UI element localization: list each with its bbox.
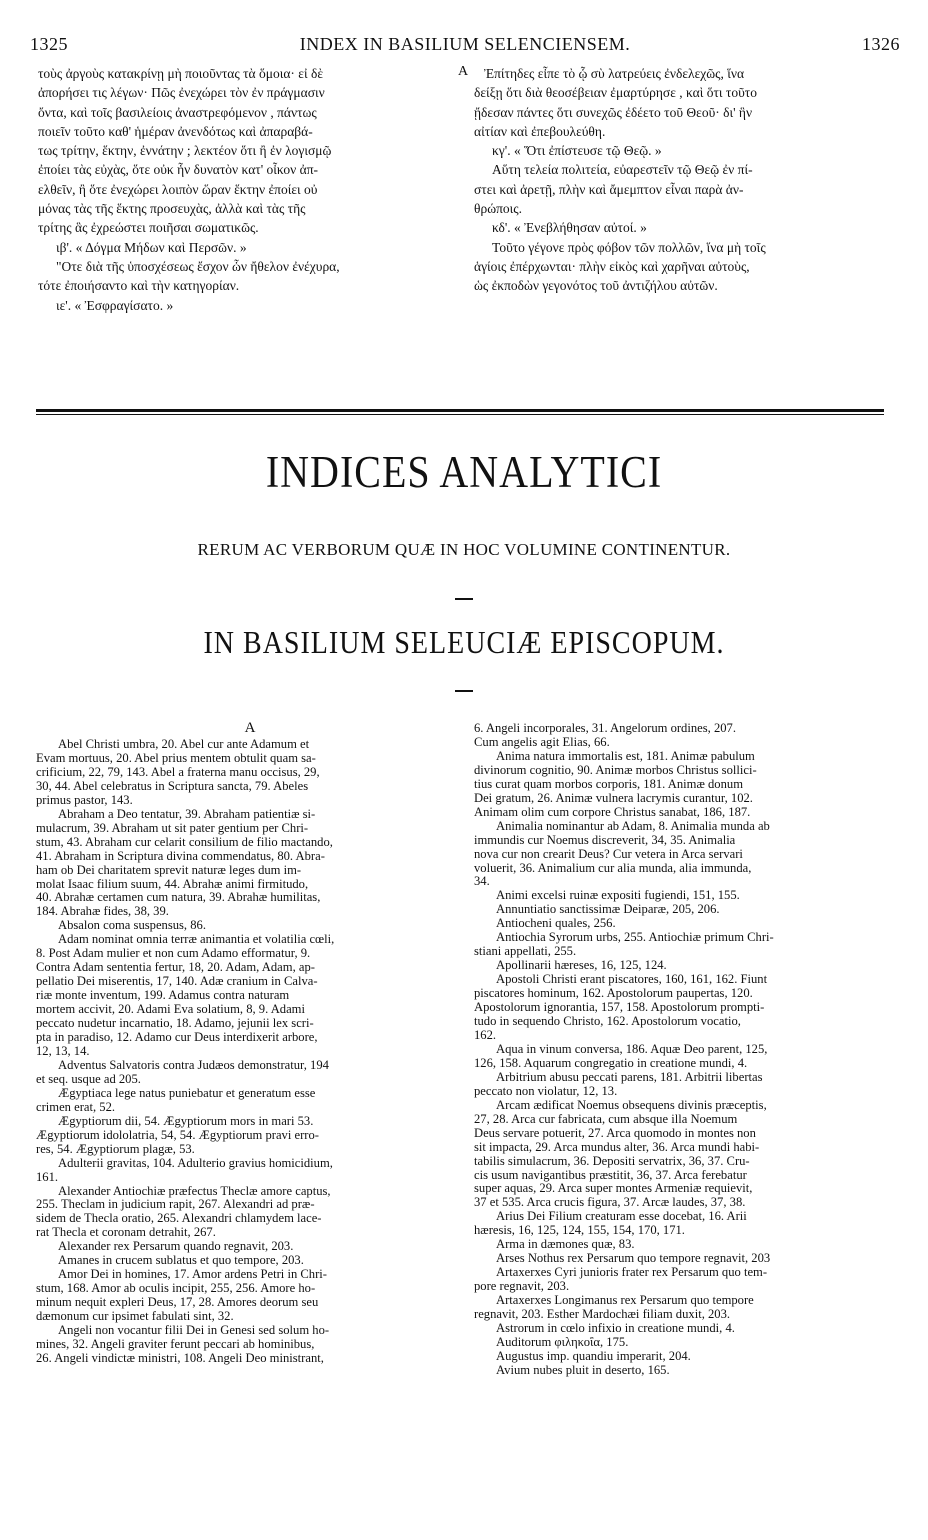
index-entry-line: Antiochia Syrorum urbs, 255. Antiochiæ primum Chri-: [496, 931, 774, 945]
greek-text-line: κδ'. « Ἐνεβλήθησαν αὐτοί. »: [492, 220, 647, 236]
page-number-left: 1325: [30, 34, 68, 54]
index-column-right: [474, 722, 892, 1378]
index-entry-line: dæmonum cur ipsimet fabulati sint, 32.: [36, 1310, 234, 1324]
index-entry-line: Auditorum φιληκοΐα, 175.: [496, 1335, 629, 1349]
greek-text-line: ὡς ἐκποδὼν γεγονότος τοῦ ἀντιζήλου αὐτῶν.: [474, 278, 718, 294]
page-number-right: 1326: [862, 34, 900, 54]
index-entry-line: minum nequit expleri Deus, 17, 28. Amores deorum seu: [36, 1296, 319, 1310]
greek-text-line: δείξῃ ὅτι διὰ θεοσέβειαν ἐμαρτύρησε , καὶ ὅτι τοῦτο: [474, 85, 757, 101]
greek-text-line: ποιεῖν τοῦτο καθ' ἡμέραν ἀνενδότως καὶ ἀπαραβά-: [38, 123, 313, 139]
index-entry-line: Amanes in crucem sublatus et quo tempore, 203.: [58, 1254, 304, 1268]
index-entry-line: Animam olim cum corpore Christus sanabat, 186, 187.: [474, 805, 751, 819]
greek-text-line: ᾔδεσαν πάντες ὅτι συνεχῶς ἐδέετο τοῦ Θεοῦ· δι' ἣν: [474, 104, 753, 120]
section-title: IN BASILIUM SELEUCIÆ EPISCOPUM.: [203, 625, 725, 662]
index-entry-line: Arius Dei Filium creaturam esse docebat, 16. Arii: [496, 1210, 747, 1224]
index-entry-line: Adam nominat omnia terræ animantia et volatilia cœli,: [58, 933, 335, 947]
index-entry-line: 41. Abraham in Scriptura divina commendatus, 80. Abra-: [36, 849, 325, 863]
index-entry-line: Animi excelsi ruinæ expositi fugiendi, 151, 155.: [496, 889, 740, 903]
index-entry-line: Aqua in vinum conversa, 186. Aquæ Deo parent, 125,: [496, 1042, 768, 1056]
index-entry-line: 255. Theclam in judicium rapit, 267. Alexandri ad præ-: [36, 1198, 315, 1212]
greek-text-line: θρώποις.: [474, 201, 523, 217]
greek-text-line: τοὺς ἀργοὺς κατακρίνῃ μὴ ποιοῦντας τὰ ὅμοια· εἰ δὲ: [38, 66, 323, 81]
greek-column-left: [38, 64, 458, 315]
greek-text-line: τρίτης ἃς ἐχρεώστει ποιῆσαι σωματικῶς.: [38, 220, 259, 236]
index-entry-line: stiani appellati, 255.: [474, 945, 577, 959]
index-entry-line: Astrorum in cœlo infixio in creatione mundi, 4.: [496, 1321, 735, 1335]
index-entry-line: divinorum cognitio, 90. Animæ morbos Christus sollici-: [474, 763, 757, 777]
index-entry-line: Alexander rex Persarum quando regnavit, 203.: [58, 1240, 294, 1254]
index-entry-line: 30, 44. Abel celebratus in Scriptura sancta, 79. Abeles: [36, 779, 309, 793]
section-divider-thin: [36, 414, 884, 415]
index-entry-line: crificium, 22, 79, 143. Abel a fraterna manu occisus, 29,: [36, 765, 320, 779]
index-entry-line: tius curat quam morbos corporis, 181. Animæ donum: [474, 777, 743, 791]
index-entry-line: tudo in sequendo Christo, 162. Apostolorum vocatio,: [474, 1015, 741, 1029]
index-entry-line: mines, 32. Angeli graviter ferunt peccari ab hominibus,: [36, 1337, 315, 1351]
index-entry-line: Avium nubes pluit in deserto, 165.: [496, 1363, 670, 1377]
index-entry-line: super aquas, 29. Arca super montes Armeniæ requievit,: [474, 1182, 753, 1196]
index-entry-line: Arma in dæmones quæ, 83.: [496, 1238, 635, 1252]
index-entry-line: 27, 28. Arca cur fabricata, cum absque illa Noemum: [474, 1112, 738, 1126]
index-entry-line: mulacrum, 39. Abraham ut sit pater gentium per Chri-: [36, 821, 309, 835]
greek-text-line: ἐποίει τὰς εὐχὰς, ὅτε οὐκ ἦν δυνατὸν κατ' οἶκον ἀπ-: [38, 162, 319, 178]
index-entry-line: primus pastor, 143.: [36, 793, 133, 807]
index-entry-line: rat Thecla et coronam detrahit, 267.: [36, 1226, 216, 1240]
index-entry-line: Amor Dei in homines, 17. Amor ardens Petri in Chri-: [58, 1268, 327, 1282]
index-entry-line: riæ monte inventum, 199. Adamus contra naturam: [36, 989, 290, 1003]
running-title: INDEX IN BASILIUM SELENCIENSEM.: [299, 34, 631, 54]
index-entry-line: Arses Nothus rex Persarum quo tempore regnavit, 203: [496, 1252, 771, 1266]
index-entry-line: Apostoli Christi erant piscatores, 160, 161, 162. Fiunt: [496, 973, 768, 987]
greek-text-line: ἀπορήσει τις λέγων· Πῶς ἐνεχώρει τὸν ἐν πράγμασιν: [38, 85, 325, 101]
index-entry-line: Absalon coma suspensus, 86.: [58, 919, 206, 933]
greek-text-line: αἰτίαν καὶ ἐπεβουλεύθη.: [474, 123, 606, 139]
index-entry-line: 162.: [474, 1028, 497, 1042]
index-entry-line: 37 et 535. Arca crucis figura, 37. Arcæ laudes, 37, 38.: [474, 1196, 746, 1210]
index-entry-line: Deus servare potuerit, 27. Arca quomodo in montes non: [474, 1126, 756, 1140]
greek-text-line: στει καὶ ἀρετῇ, πλὴν καὶ ἄμεμπτον εἶναι παρὰ ἀν-: [474, 181, 744, 197]
index-entry-line: res, 54. Ægyptiorum plagæ, 53.: [36, 1142, 195, 1156]
greek-column-right: [474, 64, 898, 296]
index-entry-line: voluerit, 36. Animalium cur alia munda, alia immunda,: [474, 861, 752, 875]
index-entry-line: Annuntiatio sanctissimæ Deiparæ, 205, 206.: [496, 903, 720, 917]
index-entry-line: 6. Angeli incorporales, 31. Angelorum ordines, 207.: [474, 722, 736, 735]
index-entry-line: Dei gratum, 26. Animæ vulnera lacrymis curantur, 102.: [474, 791, 753, 805]
index-entry-line: hæresis, 16, 125, 124, 155, 154, 170, 171.: [474, 1224, 685, 1238]
index-entry-line: mortem accivit, 20. Adami Eva solatium, 8, 9. Adami: [36, 1003, 305, 1017]
index-entry-line: pellatio Dei miserentis, 17, 140. Adæ cranium in Calva-: [36, 975, 318, 989]
index-entry-line: tabilis simulacrum, 36. Depositi servatrix, 36, 37. Cru-: [474, 1154, 750, 1168]
index-entry-line: Anima natura immortalis est, 181. Animæ pabulum: [496, 749, 755, 763]
index-entry-line: Apostolorum ignorantia, 157, 158. Apostolorum prompti-: [474, 1001, 765, 1015]
index-entry-line: Angeli non vocantur filii Dei in Genesi sed solum ho-: [58, 1324, 330, 1338]
greek-text-line: "Οτε διὰ τῆς ὑποσχέσεως ἔσχον ὧν ἤθελον ἐνέχυρα,: [56, 258, 340, 274]
index-letter-heading: A: [244, 720, 256, 736]
index-entry-line: piscatores hominum, 162. Apostolorum paupertas, 120.: [474, 987, 753, 1001]
index-entry-line: 161.: [36, 1170, 59, 1184]
greek-text-line: ιε'. « Ἐσφραγίσατο. »: [56, 297, 174, 313]
index-entry-line: Animalia nominantur ab Adam, 8. Animalia munda ab: [496, 819, 770, 833]
index-entry-line: 12, 13, 14.: [36, 1044, 90, 1058]
index-entry-line: Cum angelis agit Elias, 66.: [474, 735, 610, 749]
index-entry-line: Adulterii gravitas, 104. Adulterio gravius homicidium,: [58, 1156, 333, 1170]
index-entry-line: 8. Post Adam mulier et non cum Adamo efformatur, 9.: [36, 947, 311, 961]
index-entry-line: 34.: [474, 875, 490, 889]
index-entry-line: stum, 43. Abraham cur celarit consilium de filio mactando,: [36, 835, 333, 849]
index-entry-line: sidem de Thecla oratio, 265. Alexandri chlamydem lace-: [36, 1212, 322, 1226]
index-entry-line: Arcam ædificat Noemus obsequens divinis præceptis,: [496, 1098, 767, 1112]
index-entry-line: immundis cur Noemus discreverit, 34, 35. Animalia: [474, 833, 736, 847]
index-entry-line: Apollinarii hæreses, 16, 125, 124.: [496, 959, 667, 973]
greek-text-line: τότε ἐποιήσαντο καὶ τὴν κατηγορίαν.: [38, 278, 240, 294]
greek-text-line: ιβ'. « Δόγμα Μήδων καὶ Περσῶν. »: [56, 239, 247, 255]
index-entry-line: Ægyptiaca lege natus puniebatur et generatum esse: [58, 1086, 316, 1100]
index-entry-line: 126, 158. Aquarum congregatio in creatione mundi, 4.: [474, 1056, 748, 1070]
index-column-left: [36, 718, 464, 1366]
index-entry-line: Augustus imp. quandiu imperarit, 204.: [496, 1349, 691, 1363]
index-entry-line: 40. Abrahæ certamen cum natura, 39. Abrahæ humilitas,: [36, 891, 321, 905]
running-header: [30, 34, 900, 58]
index-entry-line: Alexander Antiochiæ præfectus Theclæ amore captus,: [58, 1184, 331, 1198]
index-entry-line: Abel Christi umbra, 20. Abel cur ante Adamum et: [58, 738, 310, 751]
greek-text-line: Αὕτη τελεία πολιτεία, εὐαρεστεῖν τῷ Θεῷ ἐν πί-: [492, 162, 753, 178]
index-entry-line: Adventus Salvatoris contra Judæos demonstratur, 194: [58, 1058, 329, 1072]
main-title: INDICES ANALYTICI: [265, 445, 663, 498]
index-entry-line: molat Isaac filium suum, 44. Abrahæ animi firmitudo,: [36, 877, 309, 891]
index-entry-line: Contra Adam sententia fertur, 18, 20. Adam, Adam, ap-: [36, 961, 315, 975]
index-entry-line: 26. Angeli vindictæ ministri, 108. Angeli Deo ministrant,: [36, 1351, 324, 1365]
greek-text-line: μόνας τὰς τῆς ἕκτης προσευχὰς, ἀλλὰ καὶ τὰς τῆς: [38, 201, 306, 217]
title-dash: [455, 598, 473, 600]
index-entry-line: stum, 168. Amor ab oculis incipit, 255, 256. Amore ho-: [36, 1282, 316, 1296]
column-marker: A: [458, 64, 469, 79]
index-entry-line: peccato nudetur incarnatio, 18. Adamo, jejunii lex scri-: [36, 1017, 314, 1031]
subtitle: RERUM AC VERBORUM QUÆ IN HOC VOLUMINE CONTINENTUR.: [197, 540, 731, 559]
greek-text-line: ἁγίοις ἐπέρχωνται· πλὴν εἰκὸς καὶ χαρῆναι αὐτοὺς,: [474, 258, 750, 274]
index-entry-line: Artaxerxes Longimanus rex Persarum quo tempore: [496, 1294, 754, 1308]
index-entry-line: Arbitrium abusu peccati parens, 181. Arbitrii libertas: [496, 1070, 763, 1084]
index-entry-line: regnavit, 203. Esther Mardochæi filiam duxit, 203.: [474, 1308, 731, 1322]
index-entry-line: Evam mortuus, 20. Abel prius mentem obtulit quam sa-: [36, 751, 316, 765]
greek-text-line: ελθεῖν, ἢ ὅτε ἐνεχώρει λοιπὸν ὥραν ἕκτην ἐποίει οὐ: [38, 181, 318, 197]
index-entry-line: Artaxerxes Cyri junioris frater rex Persarum quo tem-: [496, 1266, 768, 1280]
greek-text-line: κγ'. « Ὅτι ἐπίστευσε τῷ Θεῷ. »: [492, 143, 662, 159]
index-entry-line: cis usum navigantibus præstitit, 36, 37. Arca ferebatur: [474, 1168, 747, 1182]
index-entry-line: ham ob Dei charitatem sprevit naturæ leges dum im-: [36, 863, 302, 877]
greek-text-line: Ἐπίτηδες εἶπε τὸ ᾧ σὺ λατρεύεις ἐνδελεχῶς, ἵνα: [484, 66, 745, 81]
index-entry-line: nova cur non crearit Deus? Cur vetera in Arca servari: [474, 847, 743, 861]
index-entry-line: pore regnavit, 203.: [474, 1280, 570, 1294]
section-dash: [455, 690, 473, 692]
index-entry-line: Ægyptiorum idololatria, 54, 54. Ægyptiorum pravi erro-: [36, 1128, 319, 1142]
index-entry-line: Abraham a Deo tentatur, 39. Abraham patientiæ si-: [58, 807, 316, 821]
index-entry-line: sit impacta, 29. Arca mundus alter, 36. Arca mundi habi-: [474, 1140, 760, 1154]
index-entry-line: 184. Abrahæ fides, 38, 39.: [36, 905, 169, 919]
index-entry-line: peccato non violatur, 12, 13.: [474, 1084, 618, 1098]
greek-text-line: Τοῦτο γέγονε πρὸς φόβον τῶν πολλῶν, ἵνα μὴ τοῖς: [492, 239, 766, 255]
section-divider-thick: [36, 409, 884, 412]
index-entry-line: crimen erat, 52.: [36, 1100, 116, 1114]
index-entry-line: Antiocheni quales, 256.: [496, 917, 616, 931]
index-entry-line: pta in paradiso, 12. Adamo cur Deus interdixerit arbore,: [36, 1031, 318, 1045]
index-entry-line: Ægyptiorum dii, 54. Ægyptiorum mors in mari 53.: [58, 1114, 314, 1128]
greek-text-line: τως τρίτην, ἕκτην, ἐννάτην ; λεκτέον ὅτι ἢ ἐν λογισμῷ: [38, 143, 332, 159]
greek-text-line: ὄντα, καὶ τοῖς βασιλείοις ἀναστρεφόμενον , πάντως: [38, 104, 317, 120]
index-entry-line: et seq. usque ad 205.: [36, 1072, 141, 1086]
